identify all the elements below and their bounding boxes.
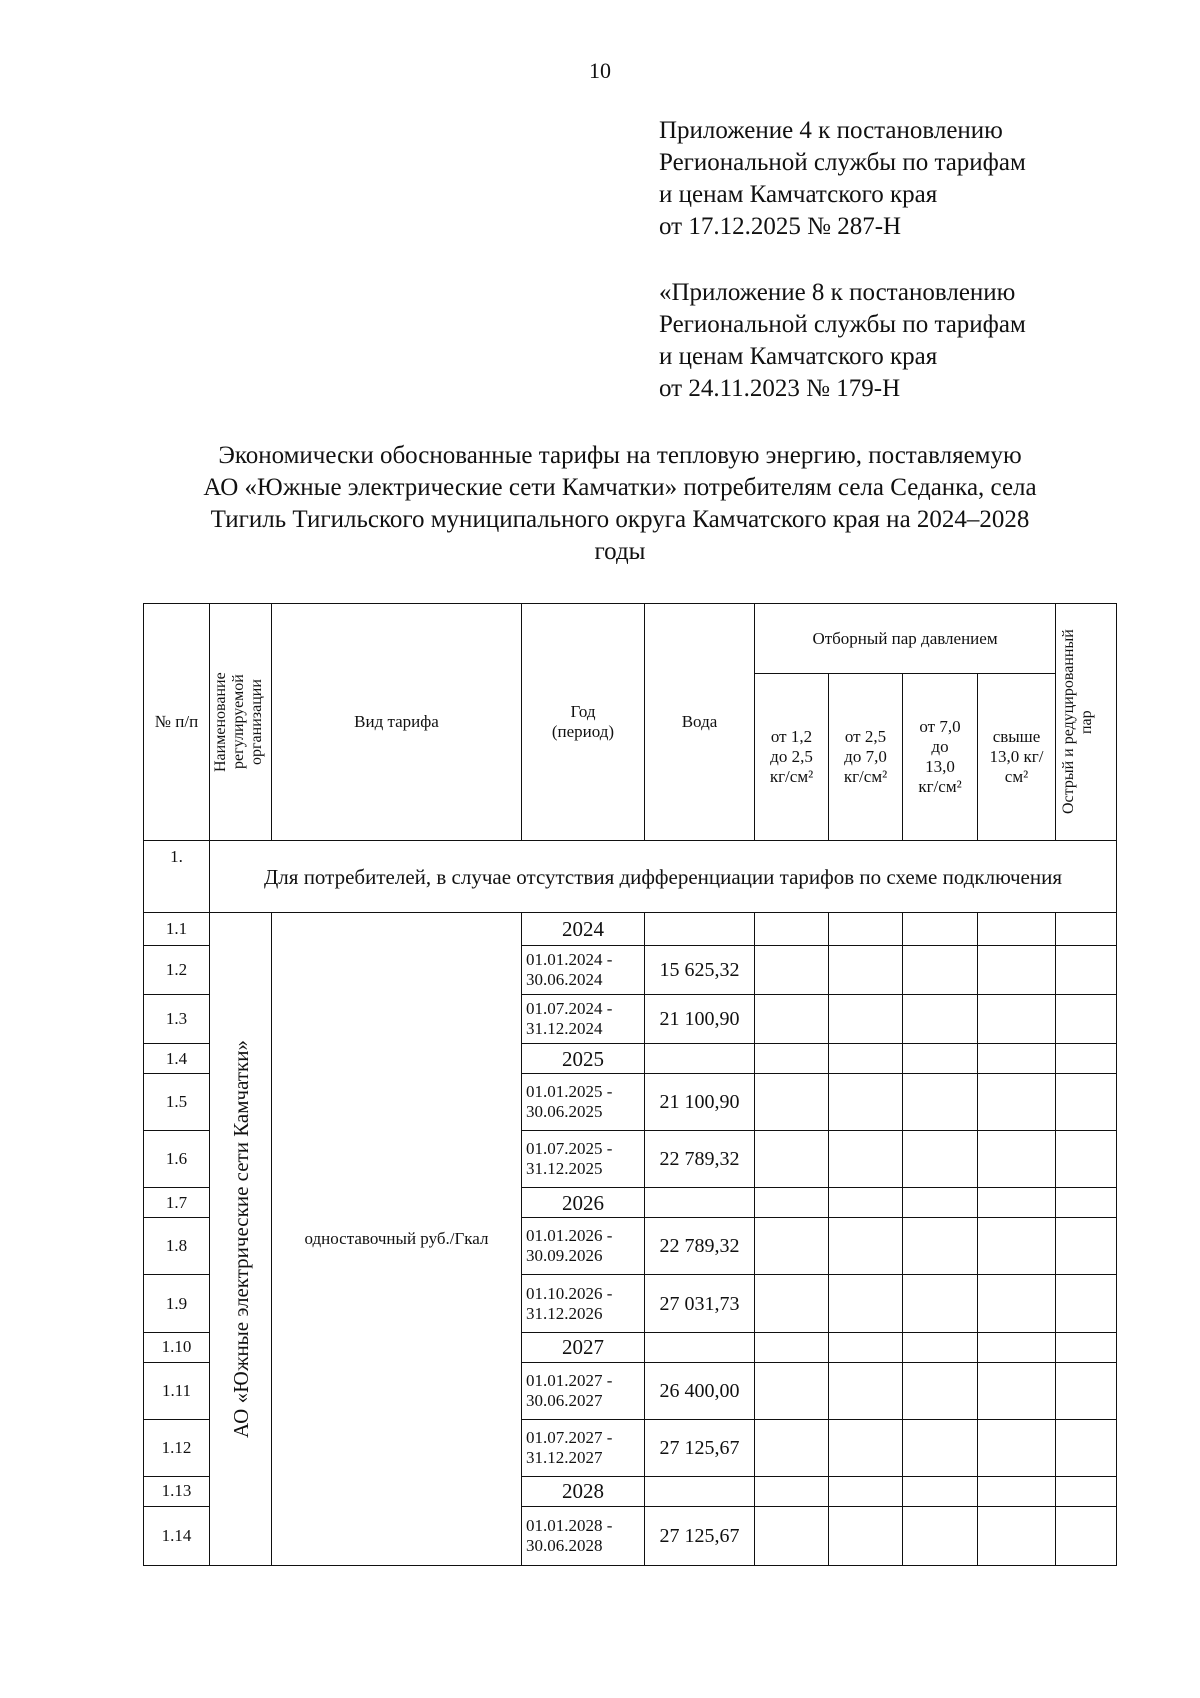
appendix-line: «Приложение 8 к постановлению [659, 279, 1016, 306]
steam-value-1 [755, 1044, 829, 1074]
row-number: 1.14 [144, 1506, 210, 1565]
steam-value-1 [755, 1476, 829, 1506]
period-cell: 01.01.2024 - 30.06.2024 [522, 946, 645, 995]
header-steam-4: свыше 13,0 кг/см² [978, 674, 1056, 841]
steam-value-2 [829, 1506, 903, 1565]
steam-value-3 [903, 913, 978, 946]
period-cell: 01.07.2024 - 31.12.2024 [522, 995, 645, 1044]
steam-value-4 [978, 1275, 1056, 1332]
water-value [645, 1188, 755, 1218]
steam-value-3 [903, 946, 978, 995]
tariff-type-cell: одноставочный руб./Гкал [272, 913, 522, 1566]
sharp-steam-value [1056, 995, 1117, 1044]
steam-value-3 [903, 1188, 978, 1218]
period-cell: 01.01.2027 - 30.06.2027 [522, 1362, 645, 1419]
water-value: 26 400,00 [645, 1362, 755, 1419]
steam-value-2 [829, 1275, 903, 1332]
water-value [645, 1044, 755, 1074]
header-org-name-text: Наименование регулируемой организации [211, 672, 265, 772]
steam-value-4 [978, 995, 1056, 1044]
sharp-steam-value [1056, 1476, 1117, 1506]
header-steam-group: Отборный пар давлением [755, 604, 1056, 674]
sharp-steam-value [1056, 1419, 1117, 1476]
period-cell: 01.01.2028 - 30.06.2028 [522, 1506, 645, 1565]
sharp-steam-value [1056, 1188, 1117, 1218]
page-number: 10 [589, 58, 611, 83]
appendix-line: и ценам Камчатского края [659, 181, 938, 208]
row-number: 1.5 [144, 1074, 210, 1131]
appendix-line: Региональной службы по тарифам [659, 149, 1026, 176]
section-number: 1. [144, 841, 210, 913]
steam-value-3 [903, 1362, 978, 1419]
year-cell: 2027 [522, 1332, 645, 1362]
row-number: 1.7 [144, 1188, 210, 1218]
row-number: 1.8 [144, 1218, 210, 1275]
steam-value-3 [903, 1419, 978, 1476]
header-period: Год (период) [522, 604, 645, 841]
water-value [645, 1476, 755, 1506]
water-value [645, 913, 755, 946]
title-line: годы [594, 538, 646, 565]
header-org-name [210, 604, 272, 841]
header-steam-1: от 1,2 до 2,5 кг/см² [755, 674, 829, 841]
sharp-steam-value [1056, 946, 1117, 995]
steam-value-1 [755, 1332, 829, 1362]
document-title [140, 440, 1100, 568]
steam-value-4 [978, 913, 1056, 946]
steam-value-4 [978, 1188, 1056, 1218]
row-number: 1.9 [144, 1275, 210, 1332]
water-value: 15 625,32 [645, 946, 755, 995]
header-sharp-steam [1056, 604, 1117, 841]
sharp-steam-value [1056, 1332, 1117, 1362]
steam-value-1 [755, 1506, 829, 1565]
steam-value-2 [829, 1131, 903, 1188]
water-value [645, 1332, 755, 1362]
row-number: 1.2 [144, 946, 210, 995]
steam-value-1 [755, 1275, 829, 1332]
steam-value-4 [978, 1218, 1056, 1275]
year-cell: 2026 [522, 1188, 645, 1218]
tariff-table [143, 603, 1117, 1566]
steam-value-1 [755, 1131, 829, 1188]
row-number: 1.13 [144, 1476, 210, 1506]
row-number: 1.12 [144, 1419, 210, 1476]
steam-value-4 [978, 1131, 1056, 1188]
steam-value-2 [829, 1476, 903, 1506]
period-cell: 01.07.2025 - 31.12.2025 [522, 1131, 645, 1188]
steam-value-4 [978, 1506, 1056, 1565]
steam-value-2 [829, 1332, 903, 1362]
steam-value-4 [978, 946, 1056, 995]
year-cell: 2025 [522, 1044, 645, 1074]
table-row [144, 913, 1117, 946]
water-value: 27 031,73 [645, 1275, 755, 1332]
sharp-steam-value [1056, 1362, 1117, 1419]
appendix-reference-current [659, 115, 1026, 243]
sharp-steam-value [1056, 1044, 1117, 1074]
water-value: 22 789,32 [645, 1131, 755, 1188]
year-cell: 2028 [522, 1476, 645, 1506]
header-num: № п/п [144, 604, 210, 841]
steam-value-3 [903, 1218, 978, 1275]
water-value: 27 125,67 [645, 1419, 755, 1476]
sharp-steam-value [1056, 1218, 1117, 1275]
period-cell: 01.10.2026 - 31.12.2026 [522, 1275, 645, 1332]
steam-value-3 [903, 1476, 978, 1506]
steam-value-2 [829, 913, 903, 946]
appendix-line: от 17.12.2025 № 287-Н [659, 213, 902, 240]
steam-value-2 [829, 1044, 903, 1074]
sharp-steam-value [1056, 913, 1117, 946]
steam-value-1 [755, 946, 829, 995]
steam-value-1 [755, 913, 829, 946]
steam-value-2 [829, 946, 903, 995]
steam-value-4 [978, 1044, 1056, 1074]
steam-value-3 [903, 995, 978, 1044]
steam-value-4 [978, 1419, 1056, 1476]
steam-value-2 [829, 1362, 903, 1419]
header-steam-2: от 2,5 до 7,0 кг/см² [829, 674, 903, 841]
appendix-line: Региональной службы по тарифам [659, 311, 1026, 338]
water-value: 27 125,67 [645, 1506, 755, 1565]
appendix-line: Приложение 4 к постановлению [659, 117, 1003, 144]
row-number: 1.1 [144, 913, 210, 946]
steam-value-3 [903, 1275, 978, 1332]
appendix-reference-original [659, 277, 1026, 405]
steam-value-3 [903, 1074, 978, 1131]
sharp-steam-value [1056, 1275, 1117, 1332]
organization-name: АО «Южные электрические сети Камчатки» [228, 1040, 253, 1438]
steam-value-4 [978, 1332, 1056, 1362]
steam-value-4 [978, 1362, 1056, 1419]
header-tariff-type: Вид тарифа [272, 604, 522, 841]
row-number: 1.11 [144, 1362, 210, 1419]
sharp-steam-value [1056, 1074, 1117, 1131]
steam-value-4 [978, 1476, 1056, 1506]
steam-value-3 [903, 1332, 978, 1362]
period-cell: 01.07.2027 - 31.12.2027 [522, 1419, 645, 1476]
organization-name-cell [210, 913, 272, 1566]
steam-value-2 [829, 1218, 903, 1275]
steam-value-1 [755, 1419, 829, 1476]
steam-value-1 [755, 1362, 829, 1419]
sharp-steam-value [1056, 1506, 1117, 1565]
section-heading: Для потребителей, в случае отсутствия дифференциации тарифов по схеме подключения [210, 841, 1117, 913]
row-number: 1.3 [144, 995, 210, 1044]
steam-value-2 [829, 995, 903, 1044]
row-number: 1.4 [144, 1044, 210, 1074]
steam-value-1 [755, 995, 829, 1044]
steam-value-1 [755, 1218, 829, 1275]
steam-value-3 [903, 1131, 978, 1188]
title-line: Тигиль Тигильского муниципального округа Камчатского края на 2024–2028 [210, 506, 1030, 533]
header-sharp-steam-text: Острый и редуцированный пар [1060, 629, 1096, 815]
appendix-line: и ценам Камчатского края [659, 343, 938, 370]
steam-value-4 [978, 1074, 1056, 1131]
steam-value-2 [829, 1419, 903, 1476]
steam-value-2 [829, 1074, 903, 1131]
steam-value-3 [903, 1506, 978, 1565]
water-value: 22 789,32 [645, 1218, 755, 1275]
steam-value-3 [903, 1044, 978, 1074]
title-line: АО «Южные электрические сети Камчатки» потребителям села Седанка, села [203, 474, 1037, 501]
period-cell: 01.01.2026 - 30.09.2026 [522, 1218, 645, 1275]
period-cell: 01.01.2025 - 30.06.2025 [522, 1074, 645, 1131]
title-line: Экономически обоснованные тарифы на тепловую энергию, поставляемую [218, 442, 1022, 469]
year-cell: 2024 [522, 913, 645, 946]
header-water: Вода [645, 604, 755, 841]
row-number: 1.6 [144, 1131, 210, 1188]
steam-value-2 [829, 1188, 903, 1218]
water-value: 21 100,90 [645, 1074, 755, 1131]
sharp-steam-value [1056, 1131, 1117, 1188]
appendix-line: от 24.11.2023 № 179-Н [659, 375, 901, 402]
water-value: 21 100,90 [645, 995, 755, 1044]
steam-value-1 [755, 1188, 829, 1218]
row-number: 1.10 [144, 1332, 210, 1362]
header-steam-3: от 7,0 до 13,0 кг/см² [903, 674, 978, 841]
steam-value-1 [755, 1074, 829, 1131]
